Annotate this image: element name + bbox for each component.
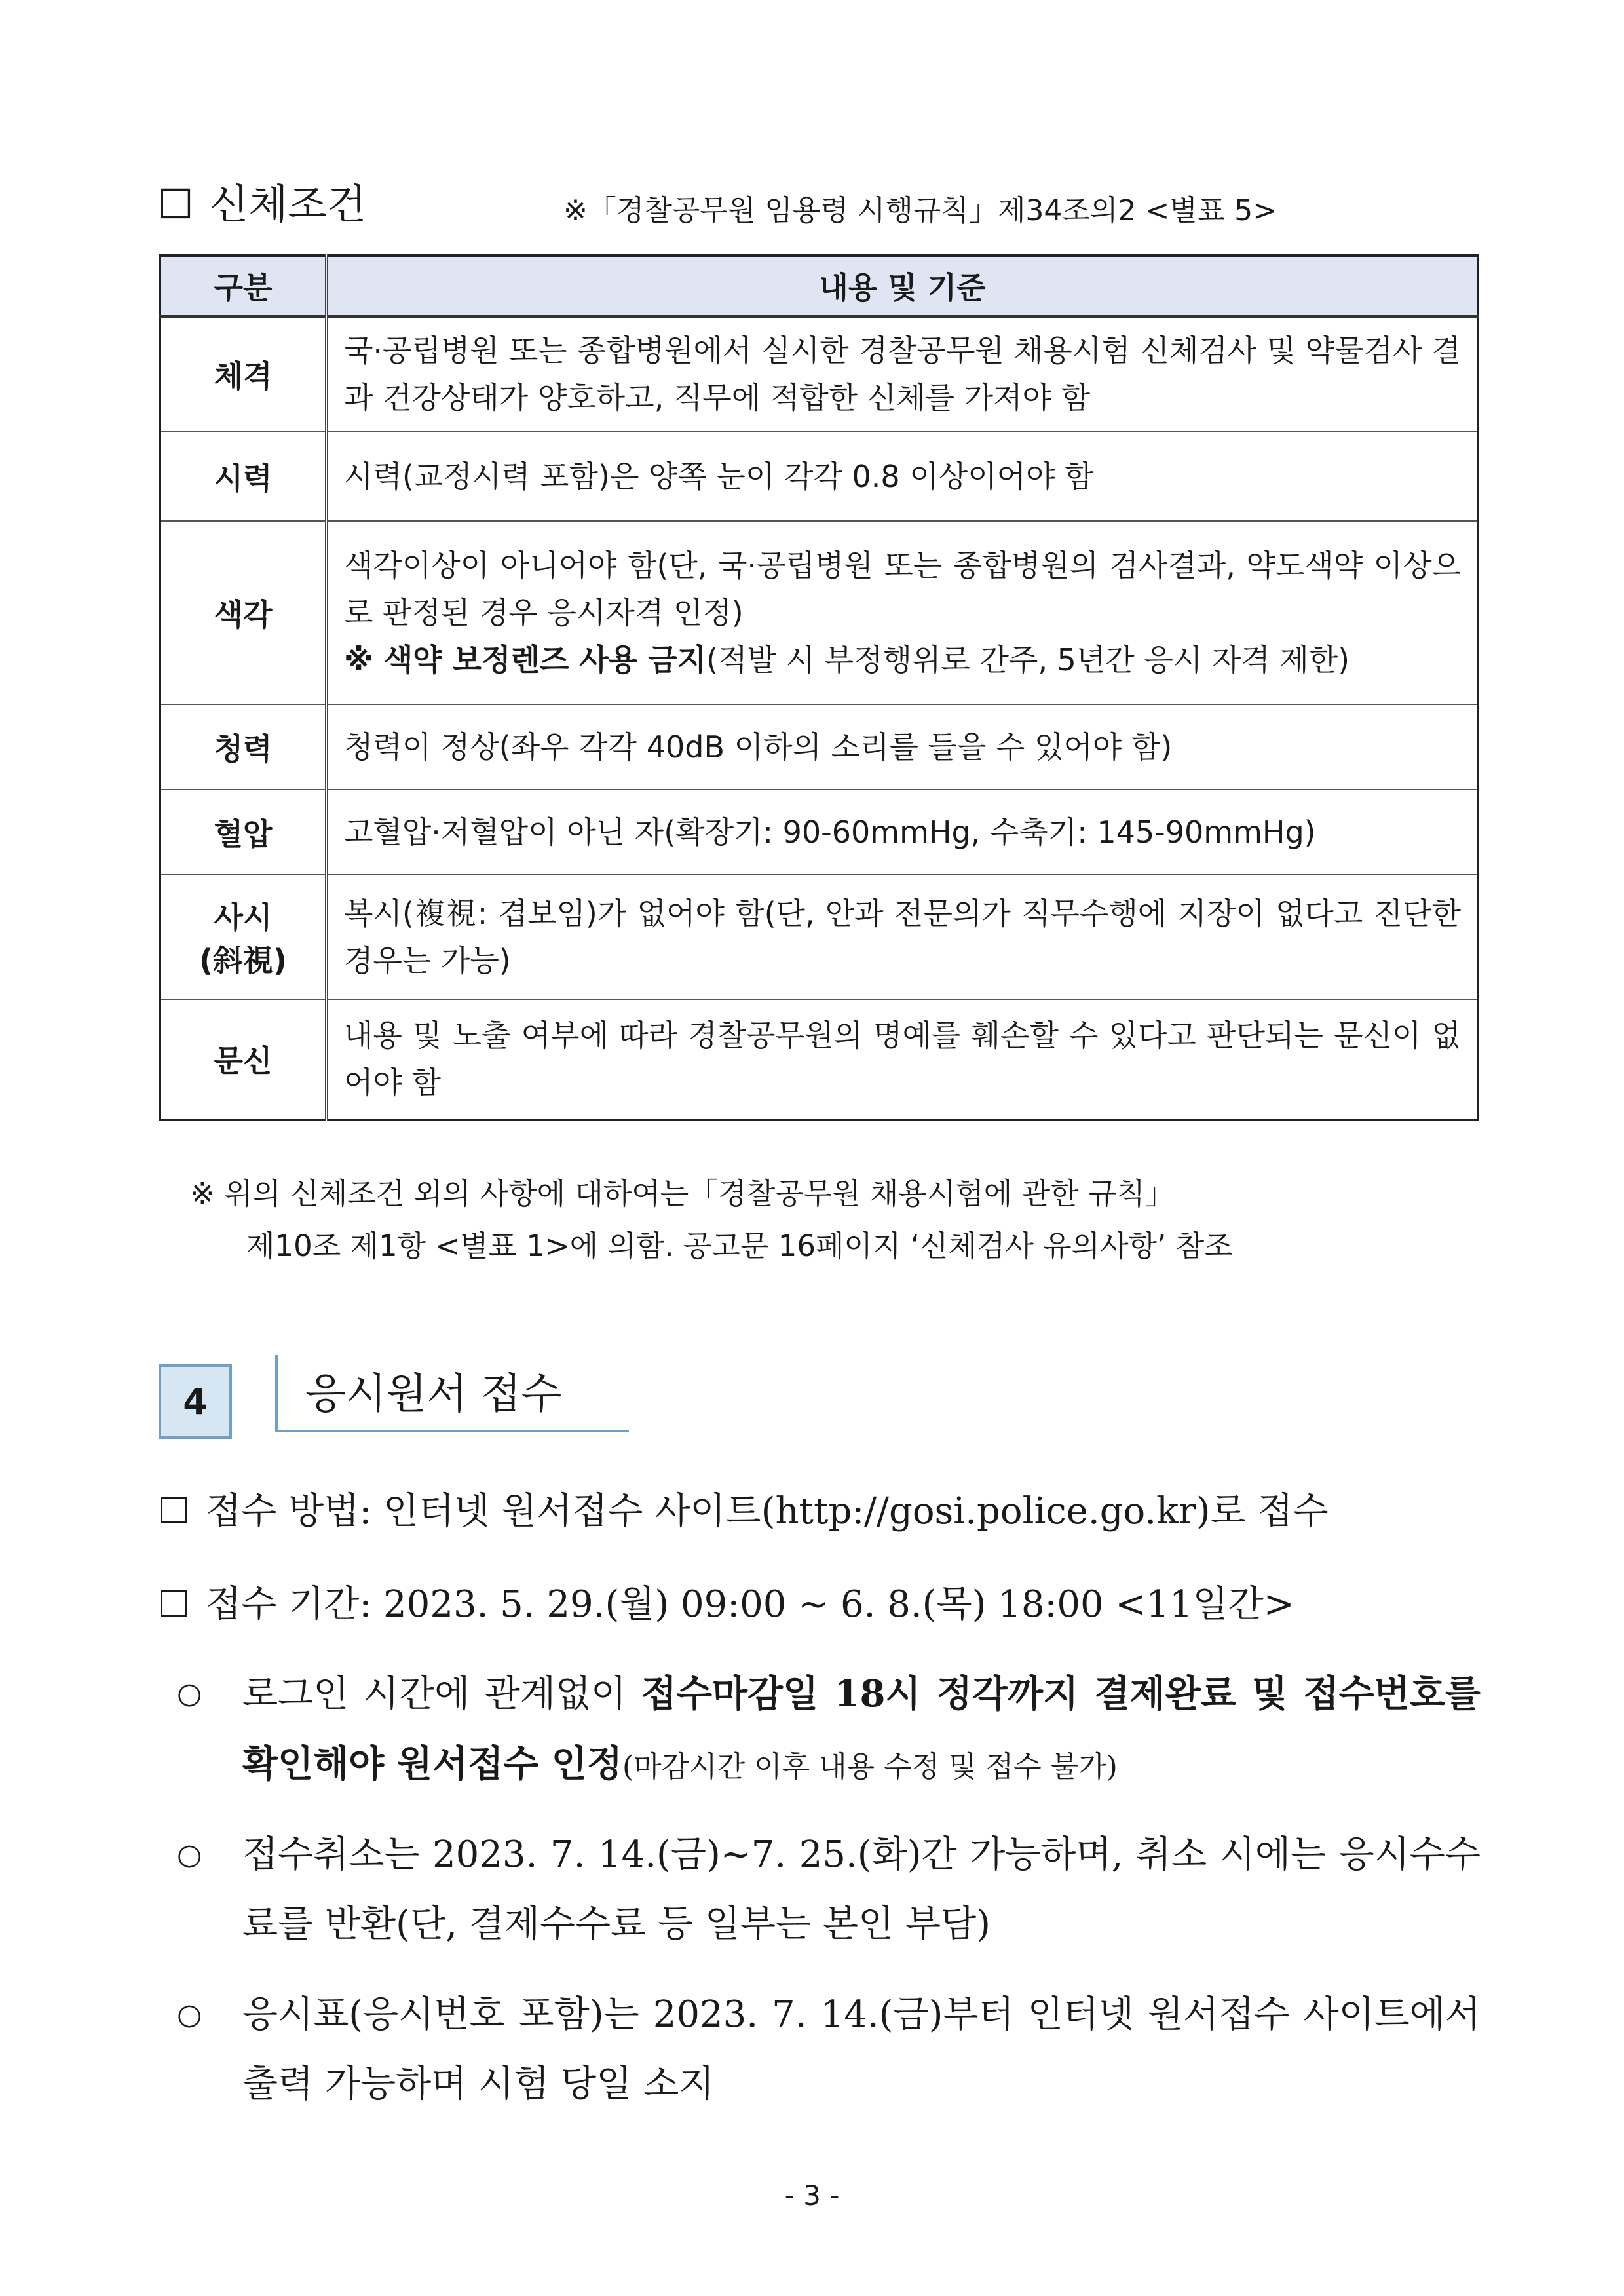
list-item-plain: 로그인 시간에 관계없이 [242,1673,641,1715]
header-content: 내용 및 기준 [327,256,1479,316]
application-period [157,1575,1294,1628]
list-item [177,1659,1481,1802]
physical-conditions-table [159,254,1479,1121]
checkbox-square-icon: ☐ [157,180,194,228]
page-number: - 3 - [784,2179,840,2211]
application-period-text: 접수 기간: 2023. 5. 29.(월) 09:00 ~ 6. 8.(목) 18:00 <11일간> [206,1583,1294,1626]
row-note-text: (적발 시 부정행위로 간주, 5년간 응시 자격 제한) [706,641,1350,678]
list-item-text [177,1659,1481,1802]
circle-bullet-icon: ○ [177,1998,202,2031]
checkbox-square-icon: ☐ [157,1490,191,1533]
row-label: 청력 [160,704,327,790]
row-content: 내용 및 노출 여부에 따라 경찰공무원의 명예를 훼손할 수 있다고 판단되는 문신이 없어야 함 [327,999,1479,1120]
list-item [177,1980,1481,2119]
table-row [160,999,1478,1120]
row-content-text: 색각이상이 아니어야 함(단, 국·공립병원 또는 종합병원의 검사결과, 약도색약 이상으로 판정된 경우 응시자격 인정) [344,547,1461,630]
table-row [160,316,1478,432]
row-label: 문신 [160,999,327,1120]
row-label-sub: (斜視) [198,942,288,978]
table-row [160,790,1478,875]
section-number-badge: 4 [159,1364,232,1439]
application-method [157,1482,1329,1535]
table-row [160,704,1478,790]
list-item [177,1820,1481,1959]
circle-bullet-icon: ○ [177,1677,202,1710]
row-label: 색각 [160,521,327,704]
application-method-text: 접수 방법: 인터넷 원서접수 사이트(http://gosi.police.go.kr)로 접수 [206,1490,1329,1533]
table-row [160,432,1478,521]
list-item-text: 응시표(응시번호 포함)는 2023. 7. 14.(금)부터 인터넷 원서접수 사이트에서 출력 가능하며 시험 당일 소지 [242,1993,1481,2105]
row-label: 혈압 [160,790,327,875]
section-heading-text: 신체조건 [209,180,367,228]
header-category: 구분 [160,256,327,316]
list-item-text: 접수취소는 2023. 7. 14.(금)~7. 25.(화)간 가능하며, 취소 시에는 응시수수료를 반환(단, 결제수수료 등 일부는 본인 부담) [242,1833,1481,1945]
row-content: 청력이 정상(좌우 각각 40dB 이하의 소리를 들을 수 있어야 함) [327,704,1479,790]
footnote-line: 제10조 제1항 <별표 1>에 의함. 공고문 16페이지 ‘신체검사 유의사항’ 참조 [246,1229,1233,1263]
row-label-main: 사시 [214,899,273,935]
row-content [327,521,1479,704]
section-title: 응시원서 접수 [305,1370,562,1419]
row-content: 복시(複視: 겹보임)가 없어야 함(단, 안과 전문의가 직무수행에 지장이 없다고 진단한 경우는 가능) [327,875,1479,999]
list-item-emphasis: 접수마감일 18시 정각까지 결제완료 및 접수번호를 확인해야 원서접수 인정 [242,1672,1481,1786]
table-row [160,521,1478,704]
regulation-reference: ※「경찰공무원 임용령 시행규칙」제34조의2 <별표 5> [563,194,1277,227]
row-content: 고혈압·저혈압이 아닌 자(확장기: 90-60mmHg, 수축기: 145-90mmHg) [327,790,1479,875]
footnote-line: ※ 위의 신체조건 외의 사항에 대하여는「경찰공무원 채용시험에 관한 규칙」 [190,1176,1175,1211]
row-label: 체격 [160,316,327,432]
table-footnote [190,1168,1233,1272]
row-label [160,875,327,999]
row-content: 국·공립병원 또는 종합병원에서 실시한 경찰공무원 채용시험 신체검사 및 약물검사 결과 건강상태가 양호하고, 직무에 적합한 신체를 가져야 함 [327,316,1479,432]
checkbox-square-icon: ☐ [157,1583,191,1626]
table-header-row [160,256,1478,316]
section-heading-physical [157,172,366,230]
list-item-note: (마감시간 이후 내용 수정 및 접수 불가) [622,1750,1118,1784]
row-label: 시력 [160,432,327,521]
row-note-bold: ※ 색약 보정렌즈 사용 금지 [344,641,707,678]
circle-bullet-icon: ○ [177,1838,202,1871]
row-content: 시력(교정시력 포함)은 양쪽 눈이 각각 0.8 이상이어야 함 [327,432,1479,521]
table-row [160,875,1478,999]
